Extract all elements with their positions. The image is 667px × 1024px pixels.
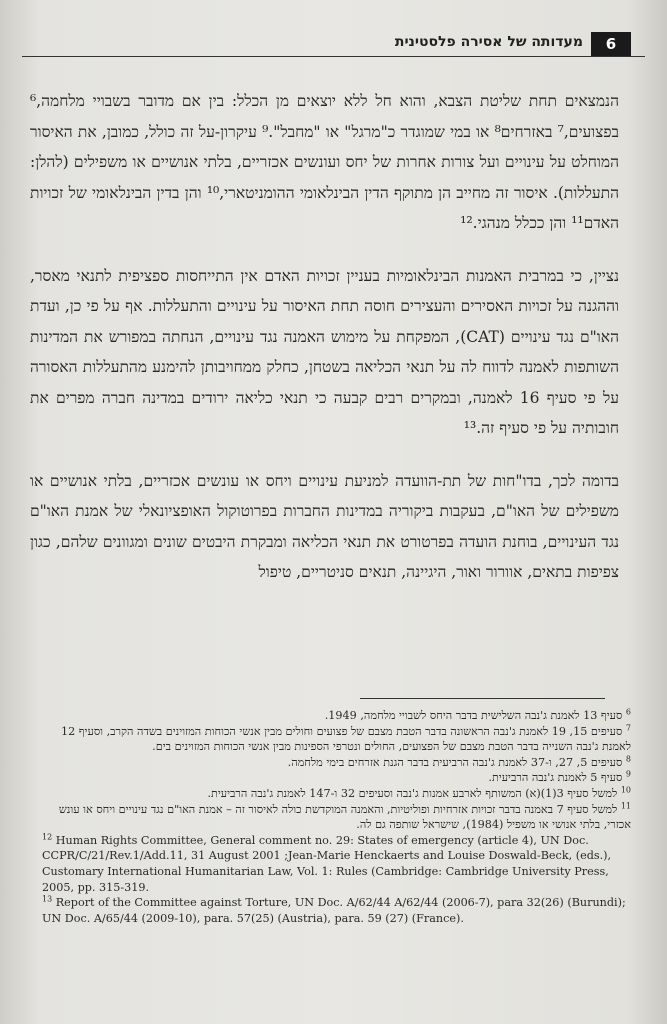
footnotes [42, 708, 631, 926]
footnote-number: 13 [42, 894, 53, 904]
footnote-number: 11 [620, 800, 631, 810]
footnote-text: סעיף 13 לאמנת ג'נבה השלישית בדבר היחס לשבויי מלחמה, 1949. [324, 709, 623, 722]
footnote [42, 708, 631, 724]
footnote-number: 12 [42, 832, 53, 842]
footnote-number: 6 [625, 707, 631, 717]
footnote [42, 833, 631, 895]
paragraph: בדומה לכך, בדו"חות של תת-הוועדה למניעת עינויים ויחס או עונשים אכזריים, בלתי אנושיים או משפילים של האו"ם, בעקבות ביקוריה במדינות החברות בפרוטוקול האופציונאלי של אמנת האו"ם נגד העינויים, בוחנת הועדה בפרטורט את תנאי הכליאה ומבקרת היבטים שונים ומגוונים שלהם, כגון צפיפות בתאים, אוורור ואור, היגיינה, תנאים סניטריים, טיפול [30, 471, 619, 581]
paragraph: הנמצאים תחת שליטת הצבא, והוא חל ללא יוצאים מן הכלל: בין אם מדובר בשבויי מלחמה,⁶ בפצועים,⁷ באזרחים⁸ או במי שמוגדר כ"מרגל" או "מחבל".⁹ עיקרון-על זה כולל, כמובן, את האיסור המוחלט על עינויים ועל צורות אחרות של יחס ועונשים אכזריים, בלתי אנושיים או משפילים (להלן: התעללות). איסור זה מחייב הן מתוקף הדין הבינלאומי ההומניטארי,¹⁰ והן בדין הבינלאומי של זכויות האדם¹¹ והן ככלל מנהגי.¹² [30, 92, 619, 232]
footnote [42, 895, 631, 926]
footnote-text: סעיפים 15, 19 לאמנת ג'נבה הראשונה בדבר הטבת מצבם של פצועים וחולים מבין אנשי הכוחות המזוינים בשדה הקרב, וסעיף 12 לאמנת ג'נבה השנייה בדבר הטבת מצבם של הפצועים, החולים ונטרפי הספינות מבין אנשי הכוחות המזוינים בים. [60, 724, 631, 754]
main-text [30, 86, 619, 610]
footnote-text: סעיף 5 לאמנת ג'נבה הרביעית. [488, 771, 623, 785]
footnote [42, 786, 631, 802]
paragraph: נציין, כי במרבית האמנות הבינלאומיות בעניין זכויות האדם אין התייחסות ספציפית לתנאי מאסר, וההגנה על זכויות האסירים והעצירים חוסה תחת האיסור על עינויים והתעללות. אף על פי כן, ועדת האו"ם נגד עינויים (CAT), המפקחת על מימוש האמנה נגד עינויים, הנחתה במפורש את המדינות השותפות לאמנה לדווח לה על תנאי הכליאה בשטחן, כחלק ממחויבותן להימנע מהתעללות האסורה על פי סעיף 16 לאמנה, ובמקרים רבים קבעה כי תנאי כליאה ירודים במדינה חברה מפרים את חובותיה על פי סעיף זה.¹³ [30, 266, 619, 437]
footnote-number: 9 [625, 769, 631, 779]
footnote-number: 8 [625, 754, 631, 764]
footnote [42, 770, 631, 786]
running-title: מעדותה של אסירה פלסטינית [394, 34, 583, 50]
footnote-text: סעיפים 5, 27, ו-37 לאמנת ג'נבה הרביעית בדבר הגנת אזרחים בימי מלחמה. [287, 755, 623, 769]
footnote-text: Report of the Committee against Torture, UN Doc. A/62/44 A/62/44 (2006-7), para 32(26) (Burundi); UN Doc. A/65/44 (2009-10), para. 57(25) (Austria), para. 59 (27) (France). [42, 896, 626, 925]
footnote [42, 724, 631, 755]
footnote-text: Human Rights Committee, General comment no. 29: States of emergency (article 4), UN Doc. CCPR/C/21/Rev.1/Add.11, 31 August 2001 ;Jean-Marie Henckaerts and Louise Doswald-Beck, (eds.), Customary International Humanitarian Law, Vol. 1: Rules (Cambridge: Cambridge University Press, 2005, pp. 315-319. [42, 833, 612, 894]
footnote [42, 755, 631, 771]
footnote-divider [360, 698, 605, 699]
footnote-number: 10 [620, 785, 631, 795]
footnote-number: 7 [625, 722, 631, 732]
footnote-text: למשל סעיף 7 באמנה בדבר זכויות אזרחיות ופוליטיות, והאמנה המוקדשת כולה לאיסור זה – אמנת האו"ם נגד עינויים ויחס או עונש אכזרי, בלתי אנושי או משפיל (1984), שישראל שותפה גם לה. [58, 802, 631, 832]
page-header [22, 30, 645, 57]
footnote-text: למשל סעיף 3(1)(א) המשותף לארבע אמנות ג'נבה וסעיפים 32 ו-147 לאמנת ג'נבה הרביעית. [207, 786, 618, 800]
page-number: 6 [591, 32, 631, 56]
footnote [42, 802, 631, 833]
